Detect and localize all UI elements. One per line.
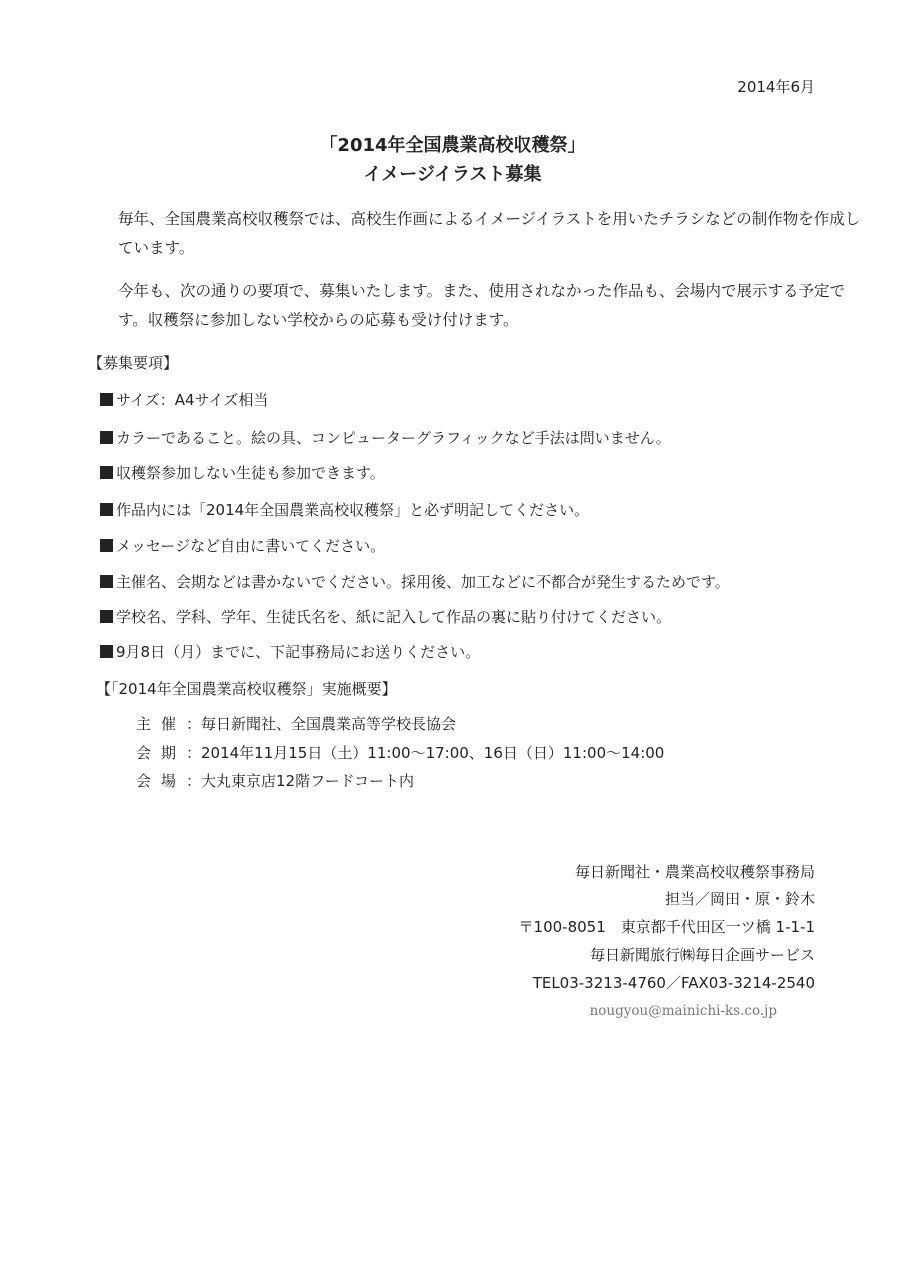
requirement-item: カラーであること。絵の具、コンピューターグラフィックなど手法は問いません。 [100,427,671,448]
intro-paragraph-2: 今年も、次の通りの要項で、募集いたします。また、使用されなかった作品も、会場内で展示する予定です。収穫祭に参加しない学校からの応募も受け付けます。 [118,282,845,329]
requirement-item: 収穫祭参加しない生徒も参加できます。 [100,462,385,483]
title-line-2: イメージイラスト募集 [363,164,542,185]
title-line-1: 「2014年全国農業高校収穫祭」 [319,135,586,156]
overview-heading: 【「2014年全国農業高校収穫祭」実施概要】 [96,680,397,698]
requirement-item: 主催名、会期などは書かないでください。採用後、加工などに不都合が発生するためです。 [100,571,730,592]
requirement-item: 作品内には「2014年全国農業高校収穫祭」と必ず明記してください。 [100,499,589,520]
contact-office: 毎日新聞社・農業高校収穫祭事務局 [574,863,815,881]
bullet-square-icon [100,431,113,444]
requirement-item: 9月8日（月）までに、下記事務局にお送りください。 [100,641,480,662]
bullet-square-icon [100,393,113,406]
requirement-item: 学校名、学科、学年、生徒氏名を、紙に記入して作品の裏に貼り付けてください。 [100,606,671,627]
bullet-square-icon [100,466,113,479]
overview-value: ：毎日新聞社、全国農業高等学校長協会 [186,715,457,733]
contact-email: nougyou@mainichi-ks.co.jp [589,1003,777,1019]
overview-label: 主催 [136,715,187,733]
requirement-item: サイズ：A4サイズ相当 [100,389,268,410]
overview-label: 会場 [136,772,187,790]
overview-label: 会期 [136,744,187,762]
contact-company: 毎日新聞旅行㈱毎日企画サービス [589,946,815,964]
bullet-square-icon [100,610,113,623]
bullet-square-icon [100,503,113,516]
contact-address: 〒100-8051 東京都千代田区一ツ橋 1-1-1 [518,918,815,936]
overview-row-organizer [136,713,456,734]
overview-value: ：2014年11月15日（土）11:00～17:00、16日（日）11:00～14:00 [186,744,665,762]
contact-staff: 担当／岡田・原・鈴木 [664,890,815,908]
overview-row-period [136,742,664,763]
requirement-item: メッセージなど自由に書いてください。 [100,535,385,556]
bullet-square-icon [100,575,113,588]
bullet-square-icon [100,539,113,552]
requirements-heading: 【募集要項】 [88,354,179,372]
bullet-square-icon [100,645,113,658]
contact-phone: TEL03-3213-4760／FAX03-3214-2540 [532,974,815,992]
overview-row-venue [136,770,414,791]
overview-value: ：大丸東京店12階フードコート内 [186,772,415,790]
intro-paragraph-1: 毎年、全国農業高校収穫祭では、高校生作画によるイメージイラストを用いたチラシなどの制作物を作成しています。 [118,210,861,257]
issue-date: 2014年6月 [737,78,815,96]
